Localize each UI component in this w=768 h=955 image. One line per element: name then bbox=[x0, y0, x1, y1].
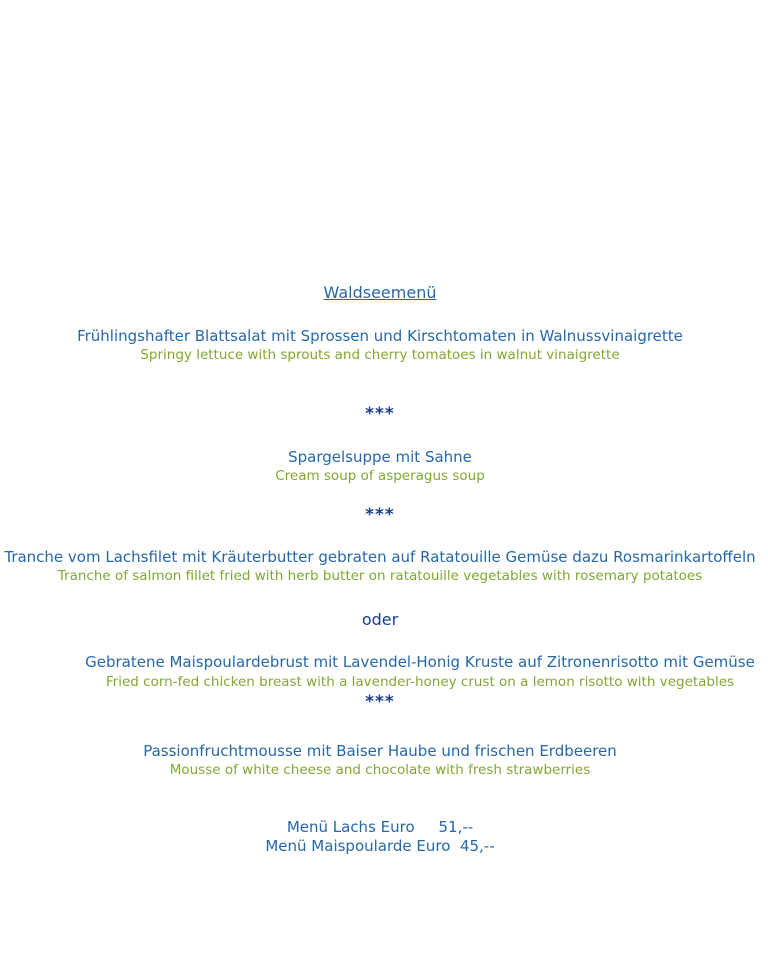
dessert-english: Mousse of white cheese and chocolate with fresh strawberries bbox=[169, 762, 591, 778]
course2-german: Spargelsuppe mit Sahne bbox=[288, 448, 472, 466]
separator-2: *** bbox=[365, 505, 395, 525]
course3a-english: Tranche of salmon fillet fried with herb butter on ratatouille vegetables with rosemary potatoes bbox=[57, 568, 703, 584]
price-lachs: Menü Lachs Euro 51,-- bbox=[286, 818, 474, 836]
menu-title: Waldseemenü bbox=[323, 283, 437, 302]
dessert-german: Passionfruchtmousse mit Baiser Haube und frischen Erdbeeren bbox=[143, 742, 617, 760]
or-label: oder bbox=[361, 610, 399, 629]
course3b-english: Fried corn-fed chicken breast with a lavender-honey crust on a lemon risotto with vegetables bbox=[105, 674, 735, 690]
course1-german: Frühlingshafter Blattsalat mit Sprossen und Kirschtomaten in Walnussvinaigrette bbox=[77, 327, 683, 345]
separator-1: *** bbox=[365, 404, 395, 424]
course3b-german: Gebratene Maispoulardebrust mit Lavendel-Honig Kruste auf Zitronenrisotto mit Gemüse bbox=[85, 653, 755, 671]
separator-3: *** bbox=[365, 692, 395, 712]
course2-english: Cream soup of asperagus soup bbox=[275, 468, 485, 484]
course1-english: Springy lettuce with sprouts and cherry tomatoes in walnut vinaigrette bbox=[140, 347, 620, 363]
price-maispoularde: Menü Maispoularde Euro 45,-- bbox=[265, 837, 495, 855]
course3a-german: Tranche vom Lachsfilet mit Kräuterbutter gebraten auf Ratatouille Gemüse dazu Rosmarinkartoffeln bbox=[4, 548, 756, 566]
